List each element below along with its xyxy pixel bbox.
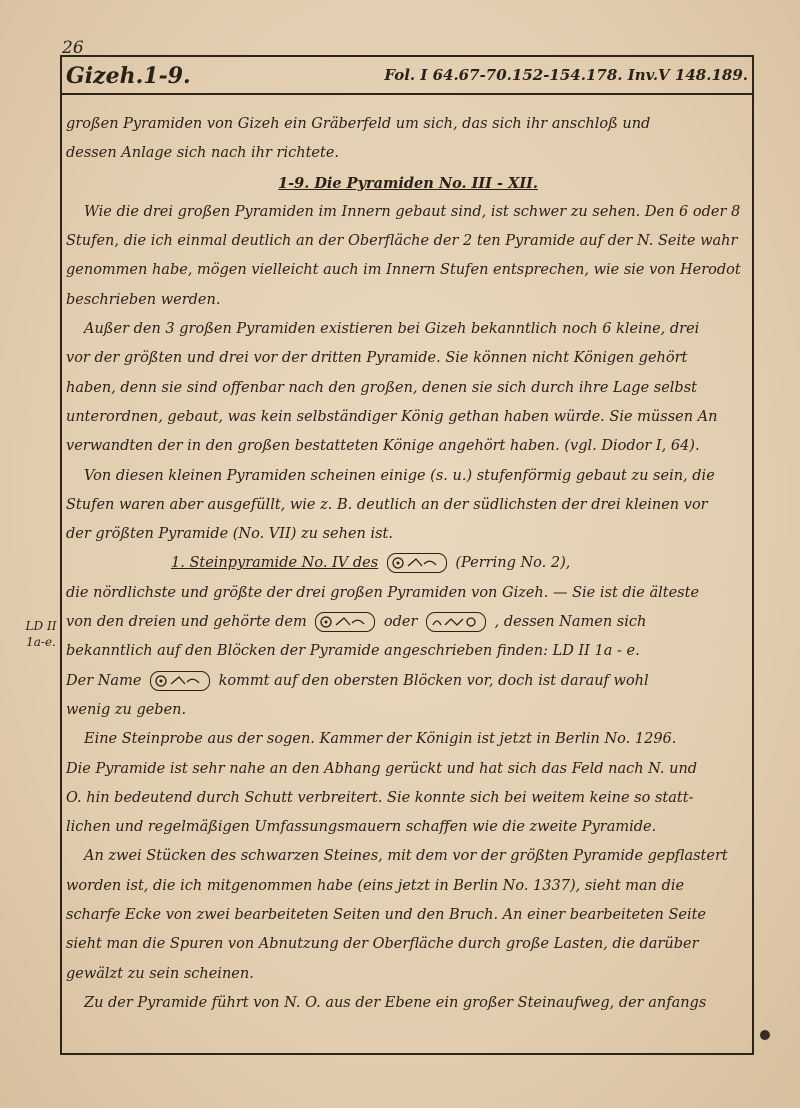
text-line: großen Pyramiden von Gizeh ein Gräberfeld um sich, das sich ihr anschloß und: [66, 116, 651, 132]
cartouche-hieroglyph-icon: [387, 553, 447, 573]
section-heading: 1-9. Die Pyramiden No. III - XII.: [278, 174, 538, 192]
text-line: Stufen waren aber ausgefüllt, wie z. B. deutlich an der südlichsten der drei kleinen vor: [66, 496, 708, 513]
text-line: gewälzt zu sein scheinen.: [66, 965, 254, 982]
text-line: vor der größten und drei vor der dritten Pyramide. Sie können nicht Königen gehört: [66, 350, 688, 367]
text-line-with-cartouche: [66, 667, 750, 696]
folio-title: Gizeh.1-9.: [66, 63, 191, 89]
cartouche-hieroglyph-icon: [426, 612, 486, 632]
page-number: 26: [62, 38, 84, 58]
text-line: Stufen, die ich einmal deutlich an der Oberfläche der 2 ten Pyramide auf der N. Seite wahr: [66, 233, 738, 250]
text-line: unterordnen, gebaut, was kein selbständiger König gethan haben würde. Sie müssen An: [66, 408, 718, 425]
cartouche-hieroglyph-icon: [150, 671, 210, 691]
text-fragment: (Perring No. 2),: [455, 555, 571, 572]
text-line: Die Pyramide ist sehr nahe an den Abhang gerückt und hat sich das Feld nach N. und: [66, 760, 698, 777]
cartouche-hieroglyph-icon: [315, 612, 375, 632]
text-line: wenig zu geben.: [66, 701, 187, 718]
subheading: 1. Steinpyramide No. IV des: [171, 555, 379, 572]
text-line: Zu der Pyramide führt von N. O. aus der Ebene ein großer Steinaufweg, der anfangs: [84, 994, 707, 1011]
text-line: O. hin bedeutend durch Schutt verbreitert. Sie konnte sich bei weitem keine so statt-: [66, 789, 694, 806]
text-line-with-cartouche: [66, 608, 750, 637]
text-fragment: , dessen Namen sich: [494, 614, 647, 631]
ink-stain: [760, 1030, 770, 1040]
text-line: beschrieben werden.: [66, 291, 221, 308]
text-line: genommen habe, mögen vielleicht auch im Innern Stufen entsprechen, wie sie von Herodot: [66, 262, 741, 279]
folio-header: [60, 57, 754, 95]
text-line: Eine Steinprobe aus der sogen. Kammer der Königin ist jetzt in Berlin No. 1296.: [84, 731, 677, 748]
text-line: die nördlichste und größte der drei großen Pyramiden von Gizeh. — Sie ist die älteste: [66, 584, 700, 601]
text-line-with-cartouche: [66, 549, 750, 578]
manuscript-body: [66, 110, 750, 1018]
text-line: verwandten der in den großen bestatteten Könige angehört haben. (vgl. Diodor I, 64).: [66, 438, 700, 455]
folio-references: Fol. I 64.67-70.152-154.178. Inv.V 148.189.: [384, 66, 748, 84]
text-line: sieht man die Spuren von Abnutzung der Oberfläche durch große Lasten, die darüber: [66, 936, 699, 953]
text-line: bekanntlich auf den Blöcken der Pyramide angeschrieben finden: LD II 1a - e.: [66, 643, 640, 660]
text-line: der größten Pyramide (No. VII) zu sehen ist.: [66, 526, 393, 543]
text-line: scharfe Ecke von zwei bearbeiteten Seiten und den Bruch. An einer bearbeiteten Seite: [66, 907, 707, 924]
text-line: lichen und regelmäßigen Umfassungsmauern schaffen wie die zweite Pyramide.: [66, 819, 657, 836]
text-line: Wie die drei großen Pyramiden im Innern gebaut sind, ist schwer zu sehen. Den 6 oder 8: [84, 203, 741, 220]
margin-note: LD II 1a-e.: [25, 619, 57, 649]
text-fragment: kommt auf den obersten Blöcken vor, doch ist darauf wohl: [218, 672, 649, 689]
text-line: dessen Anlage sich nach ihr richtete.: [66, 145, 340, 162]
text-fragment: oder: [383, 614, 418, 631]
text-fragment: Der Name: [66, 672, 142, 689]
text-line: worden ist, die ich mitgenommen habe (eins jetzt in Berlin No. 1337), sieht man die: [66, 877, 685, 894]
text-line: Außer den 3 großen Pyramiden existieren bei Gizeh bekanntlich noch 6 kleine, drei: [84, 321, 700, 338]
text-line: haben, denn sie sind offenbar nach den großen, denen sie sich durch ihre Lage selbst: [66, 379, 697, 396]
text-line: Von diesen kleinen Pyramiden scheinen einige (s. u.) stufenförmig gebaut zu sein, die: [84, 467, 715, 484]
text-fragment: von den dreien und gehörte dem: [66, 614, 307, 631]
text-line: An zwei Stücken des schwarzen Steines, mit dem vor der größten Pyramide gepflastert: [84, 848, 728, 865]
